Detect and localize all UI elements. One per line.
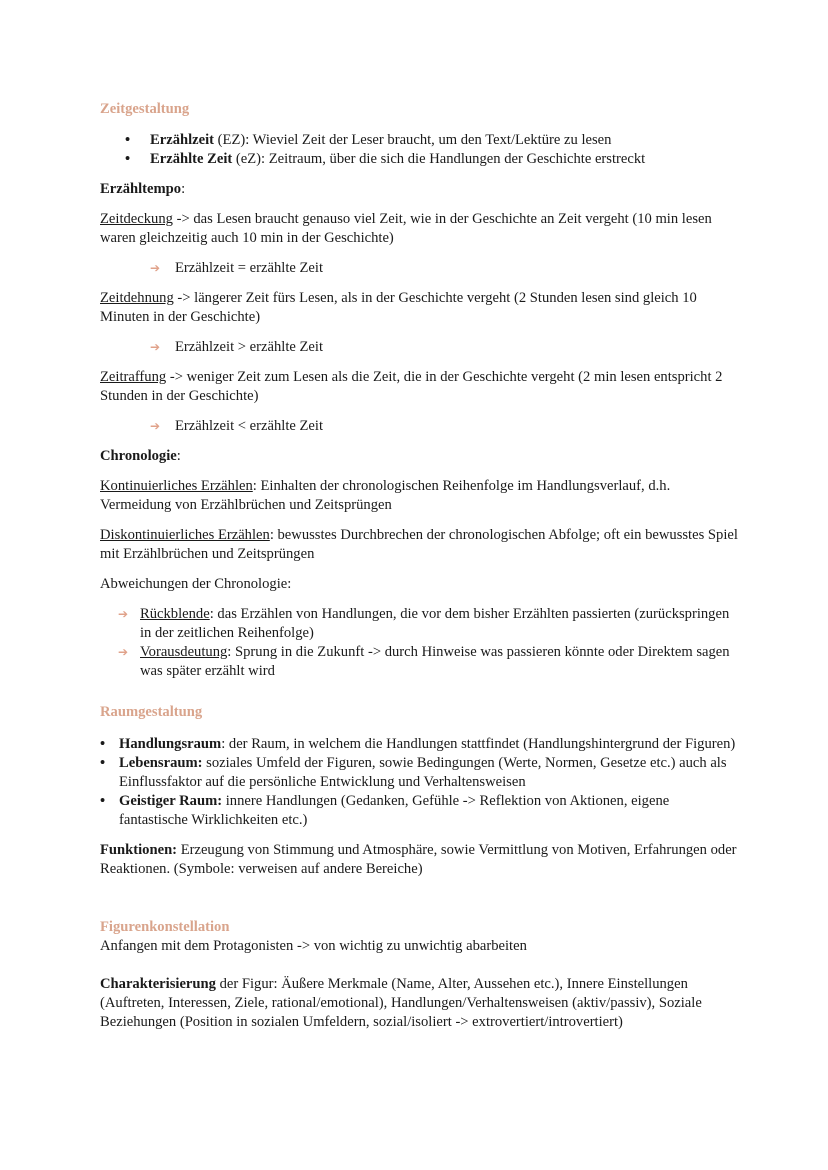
raum-bullet-list xyxy=(100,735,740,830)
label-bold: Charakterisierung xyxy=(100,976,216,992)
abweichungen-list xyxy=(100,605,740,681)
abweichungen-label: Abweichungen der Chronologie: xyxy=(100,576,292,592)
term-underlined: Rückblende xyxy=(140,606,210,622)
term-text: (eZ): Zeitraum, über die sich die Handlungen der Geschichte erstreckt xyxy=(232,151,646,167)
list-item xyxy=(100,605,740,643)
label-bold: Erzähltempo xyxy=(100,181,182,197)
arrow-right-icon: ➔ xyxy=(150,419,161,433)
arrow-right-icon: ➔ xyxy=(118,607,129,621)
bullet-icon: • xyxy=(125,151,131,167)
arrow-right-icon: ➔ xyxy=(150,261,161,275)
term-text: soziales Umfeld der Figuren, sowie Bedingungen (Werte, Normen, Gesetze etc.) auch als Einflussfaktor auf die persönliche Entwicklung und Verhaltensweisen xyxy=(119,755,727,790)
term-underlined: Vorausdeutung xyxy=(140,644,228,660)
bullet-icon: • xyxy=(100,736,106,752)
document-page xyxy=(100,100,740,1032)
section-heading-figurenkonstellation: Figurenkonstellation xyxy=(100,919,230,935)
term-bold: Geistiger Raum: xyxy=(119,793,223,809)
label-colon: : xyxy=(181,181,186,197)
term-underlined: Kontinuierliches Erzählen xyxy=(100,478,253,494)
term-underlined: Zeitraffung xyxy=(100,369,167,385)
figuren-intro: Anfangen mit dem Protagonisten -> von wichtig zu unwichtig abarbeiten xyxy=(100,938,527,954)
formula-text: Erzählzeit = erzählte Zeit xyxy=(175,260,323,276)
zeit-bullet-list xyxy=(100,131,740,169)
term-text: -> längerer Zeit fürs Lesen, als in der Geschichte vergeht (2 Stunden lesen sind gleich 10 Minuten in der Geschichte) xyxy=(100,290,697,325)
term-bold: Erzählzeit xyxy=(150,132,215,148)
formula-text: Erzählzeit > erzählte Zeit xyxy=(175,339,323,355)
diskontinuierlich-paragraph xyxy=(100,526,740,564)
zeitdeckung-paragraph xyxy=(100,210,740,248)
term-text: -> weniger Zeit zum Lesen als die Zeit, die in der Geschichte vergeht (2 min lesen entspricht 2 Stunden in der Geschichte) xyxy=(100,369,723,404)
term-bold: Erzählte Zeit xyxy=(150,151,233,167)
formula-line xyxy=(100,417,740,436)
term-text: -> das Lesen braucht genauso viel Zeit, wie in der Geschichte an Zeit vergeht (10 min lesen waren gleichzeitig auch 10 min in der Geschichte) xyxy=(100,211,712,246)
term-text: der Figur: Äußere Merkmale (Name, Alter, Aussehen etc.), Innere Einstellungen (Auftreten, Interessen, Ziele, rational/emotional), Handlungen/Verhaltensweisen (aktiv/passiv), Soziale Beziehungen (Position in sozialen Umfeldern, sozial/isoliert -> extrovertiert/introvertiert) xyxy=(100,976,702,1030)
bullet-icon: • xyxy=(100,793,106,809)
term-text: innere Handlungen (Gedanken, Gefühle -> Reflektion von Aktionen, eigene fantastische Wirklichkeiten etc.) xyxy=(119,793,670,828)
bullet-icon: • xyxy=(125,132,131,148)
funktionen-paragraph xyxy=(100,841,740,879)
section-heading-raumgestaltung: Raumgestaltung xyxy=(100,704,203,720)
list-item xyxy=(100,754,740,792)
term-text: : Einhalten der chronologischen Reihenfolge im Handlungsverlauf, d.h. Vermeidung von Erzählbrüchen und Zeitsprüngen xyxy=(100,478,671,513)
term-text: : das Erzählen von Handlungen, die vor dem bisher Erzählten passierten (zurückspringen in der zeitlichen Reihenfolge) xyxy=(140,606,730,641)
arrow-right-icon: ➔ xyxy=(118,645,129,659)
chronologie-label xyxy=(100,447,740,466)
list-item xyxy=(100,792,740,830)
list-item xyxy=(125,150,740,169)
erzaehltempo-label xyxy=(100,180,740,199)
section-heading-zeitgestaltung: Zeitgestaltung xyxy=(100,101,190,117)
term-text: (EZ): Wieviel Zeit der Leser braucht, um den Text/Lektüre zu lesen xyxy=(214,132,612,148)
term-underlined: Zeitdehnung xyxy=(100,290,174,306)
zeitdehnung-paragraph xyxy=(100,289,740,327)
term-bold: Lebensraum: xyxy=(119,755,203,771)
term-bold: Handlungsraum xyxy=(119,736,222,752)
charakterisierung-paragraph xyxy=(100,975,740,1032)
term-text: : Sprung in die Zukunft -> durch Hinweise was passieren könnte oder Direktem sagen was später erzählt wird xyxy=(140,644,730,679)
label-bold: Funktionen: xyxy=(100,842,178,858)
list-item xyxy=(125,131,740,150)
term-underlined: Zeitdeckung xyxy=(100,211,173,227)
zeitraffung-paragraph xyxy=(100,368,740,406)
formula-text: Erzählzeit < erzählte Zeit xyxy=(175,418,323,434)
formula-line xyxy=(100,259,740,278)
term-text: : bewusstes Durchbrechen der chronologischen Abfolge; oft ein bewusstes Spiel mit Erzählbrüchen und Zeitsprüngen xyxy=(100,527,738,562)
label-colon: : xyxy=(176,448,181,464)
bullet-icon: • xyxy=(100,755,106,771)
formula-line xyxy=(100,338,740,357)
term-text: Erzeugung von Stimmung und Atmosphäre, sowie Vermittlung von Motiven, Erfahrungen oder Reaktionen. (Symbole: verweisen auf andere Bereiche) xyxy=(100,842,737,877)
label-bold: Chronologie xyxy=(100,448,177,464)
kontinuierlich-paragraph xyxy=(100,477,740,515)
arrow-right-icon: ➔ xyxy=(150,340,161,354)
list-item xyxy=(100,735,740,754)
list-item xyxy=(100,643,740,681)
term-underlined: Diskontinuierliches Erzählen xyxy=(100,527,270,543)
term-text: : der Raum, in welchem die Handlungen stattfindet (Handlungshintergrund der Figuren) xyxy=(221,736,736,752)
